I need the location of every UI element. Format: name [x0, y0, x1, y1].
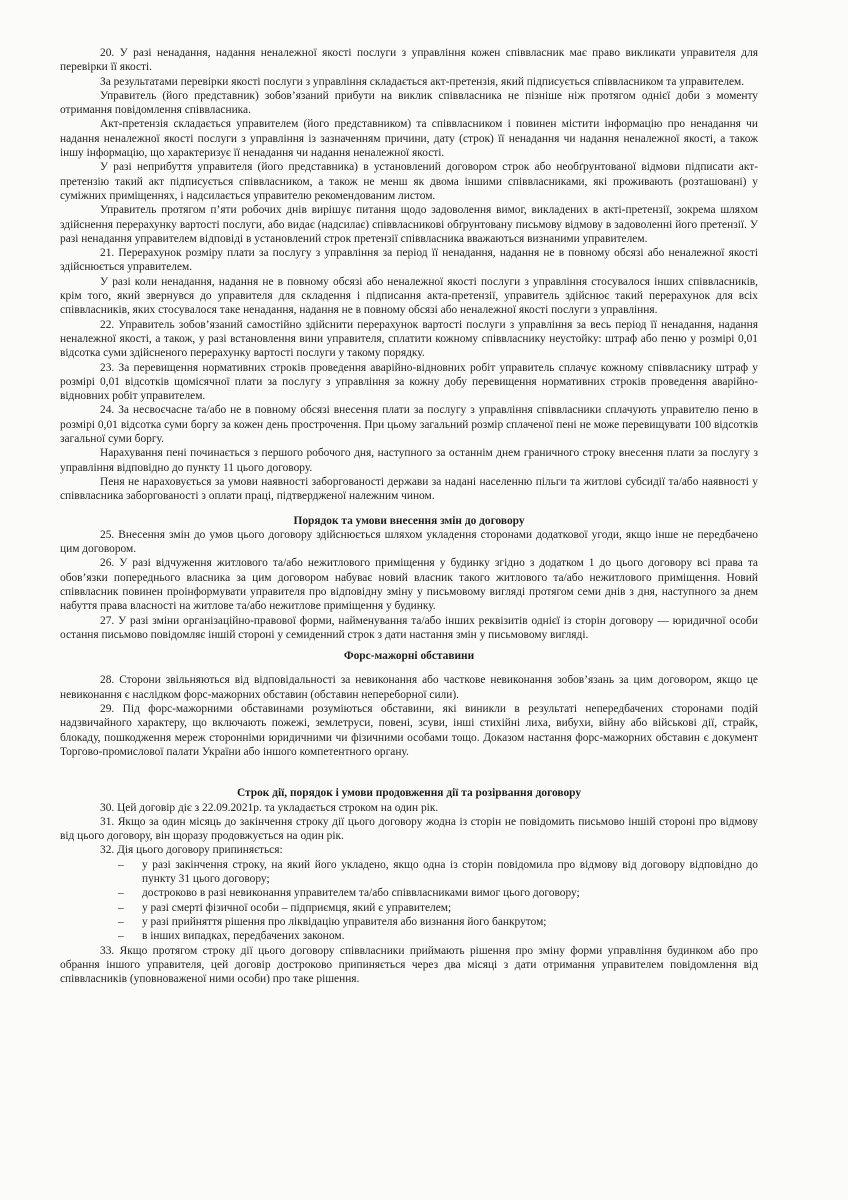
paragraph-23: 23. За перевищення нормативних строків проведення аварійно-відновних робіт управитель сплачує кожному співвласнику штраф у розмірі 0,01 відсотків щомісячної плати за послугу з управління за кожну добу перевищення нормативних строків проведення аварійно-відновних робіт управителем. — [60, 361, 758, 403]
paragraph-32: 32. Дія цього договору припиняється: — [100, 844, 283, 857]
paragraph-20: 20. У разі ненадання, надання неналежної якості послуги з управління кожен співвласник має право викликати управителя для перевірки її якості. — [60, 47, 758, 74]
paragraph-27: 27. У разі зміни організаційно-правової форми, найменування та/або інших реквізитів однієї із сторін договору — юридичної особи остання письмово повідомляє іншій стороні у семиденний строк з дати настання змін у письмовому вигляді. — [60, 614, 758, 641]
list-item — [60, 901, 758, 915]
paragraph-24-exemption: Пеня не нараховується за умови наявності заборгованості держави за надані населенню пільги та житлові субсидії та/або наявності у співвласника заборгованості з оплати праці, підтвердженої належним чином. — [60, 475, 758, 503]
paragraph-21: 21. Перерахунок розміру плати за послугу з управління за період її ненадання, надання не в повному обсязі або неналежної якості здійснюється управителем. — [60, 247, 758, 274]
list-item-text: у разі прийняття рішення про ліквідацію управителя або визнання його банкрутом; — [142, 915, 547, 928]
section-heading-force-majeure: Форс-мажорні обставини — [343, 650, 475, 663]
paragraph-25: 25. Внесення змін до умов цього договору здійснюється шляхом укладення сторонами додаткової угоди, якщо інше не передбачено цим договором. — [60, 528, 758, 556]
list-item-text: у разі смерті фізичної особи – підприємця, який є управителем; — [142, 901, 452, 914]
dash-bullet: – — [118, 901, 124, 914]
section-heading-changes: Порядок та умови внесення змін до договору — [293, 514, 525, 527]
list-item-text: достроково в разі невиконання управителем та/або співвласниками вимог цього договору; — [142, 887, 580, 900]
paragraph-31: 31. Якщо за один місяць до закінчення строку дії цього договору жодна із сторін не повідомить письмово іншій стороні про відмову від цього договору, він щоразу продовжується на один рік. — [60, 815, 758, 843]
dash-bullet: – — [118, 887, 124, 900]
paragraph-20-no-arrival: У разі неприбуття управителя (його представника) в установлений договором строк або необґрунтованої відмови підписати акт-претензію такий акт підписується співвласником, а також не менш як двома іншими співвласниками, які проживають (розташовані) у суміжних приміщеннях, і надсилається управителю рекомендованим листом. — [60, 161, 758, 202]
paragraph-29: 29. Під форс-мажорними обставинами розуміються обставини, які виникли в результаті непередбачених сторонами подій надзвичайного характеру, що включають пожежі, землетруси, повені, зсуви, інші стихійні лиха, вибухи, війну або військові дії, страйк, блокаду, пошкодження мереж сторонніми юридичними чи фізичними особами тощо. Доказом настання форс-мажорних обставин є документ Торгово-промислової палати України або іншого компетентного органу. — [60, 703, 758, 758]
paragraph-20-act-content: Акт-претензія складається управителем (його представником) та співвласником і повинен містити інформацію про ненадання чи надання неналежної якості послуги з управління із зазначенням причини, дату (строк) її ненадання чи надання неналежної якості, а також іншу інформацію, що характеризує її ненадання чи надання неналежної якості. — [60, 118, 758, 160]
paragraph-22: 22. Управитель зобов’язаний самостійно здійснити перерахунок вартості послуги з управління за весь період її ненадання, надання неналежної якості, а також, у разі встановлення вини управителя, сплатити кожному співвласнику неустойку: штраф або пеню у розмірі 0,01 відсотка суми здійсненого перерахунку вартості послуги у такому порядку. — [60, 318, 758, 360]
document-page — [60, 46, 758, 986]
list-item — [60, 915, 758, 929]
dash-bullet: – — [118, 930, 124, 943]
paragraph-20-act: За результатами перевірки якості послуги з управління складається акт-претензія, який підписується співвласником та управителем. — [100, 75, 745, 88]
list-item-text: в інших випадках, передбачених законом. — [142, 930, 345, 943]
paragraph-24-accrual: Нарахування пені починається з першого робочого дня, наступного за останнім днем граничного строку внесення плати за послугу з управління відповідно до пункту 11 цього договору. — [60, 447, 758, 474]
paragraph-33: 33. Якщо протягом строку дії цього договору співвласники приймають рішення про зміну форми управління будинком або про обрання іншого управителя, цей договір достроково припиняється через два місяці з дати отримання управителем повідомлення від співвласників (уповноваженої ними особи) про таке рішення. — [60, 944, 758, 986]
paragraph-20-arrival: Управитель (його представник) зобов’язаний прибути на виклик співвласника не пізніше ніж протягом однієї доби з моменту отримання повідомлення співвласника. — [60, 89, 758, 117]
dash-bullet: – — [118, 915, 124, 928]
paragraph-21-others: У разі коли ненадання, надання не в повному обсязі або неналежної якості послуги з управління стосувалося інших співвласників, крім того, який звернувся до управителя для складення і підписання акта-претензії, управитель здійснює такий перерахунок для всіх співвласників, яких стосувалося таке ненадання, надання не в повному обсязі або неналежної якості послуги з управління. — [60, 275, 758, 317]
list-item — [60, 929, 758, 943]
list-item-text: у разі закінчення строку, на який його укладено, якщо одна із сторін повідомила про відмову від договору відповідно до пункту 31 цього договору; — [142, 858, 758, 886]
termination-list — [60, 858, 758, 944]
list-item — [60, 858, 758, 887]
paragraph-24: 24. За несвоєчасне та/або не в повному обсязі внесення плати за послугу з управління співвласники сплачують управителю пеню в розмірі 0,01 відсотка суми боргу за кожен день прострочення. При цьому загальний розмір сплаченої пені не може перевищувати 100 відсотків загальної суми боргу. — [60, 404, 758, 446]
paragraph-26: 26. У разі відчуження житлового та/або нежитлового приміщення у будинку згідно з додатком 1 до цього договору всі права та обов’язки попереднього власника за цим договором набуває новий власник такого житлового та/або нежитлового приміщення. Новий співвласник повинен проінформувати управителя про відповідну зміну у письмовому вигляді протягом семи днів з дня, наступного за днем набуття права власності на житлове та/або нежитлове приміщення у будинку. — [60, 557, 758, 613]
section-heading-term: Строк дії, порядок і умови продовження дії та розірвання договору — [236, 787, 582, 800]
paragraph-28: 28. Сторони звільняються від відповідальності за невиконання або часткове невиконання зобов’язань за цим договором, якщо це невиконання є наслідком форс-мажорних обставин (обставин непереборної сили). — [60, 674, 758, 701]
dash-bullet: – — [118, 858, 124, 871]
paragraph-20-response: Управитель протягом п’яти робочих днів вирішує питання щодо задоволення вимог, викладених в акті-претензії, зокрема шляхом здійснення перерахунку вартості послуги, або видає (надсилає) співвласникові обґрунтовану письмову відмову в задоволенні його претензії. У разі ненадання управителем відповіді в установлений строк претензії співвласника вважаються визнаними управителем. — [60, 204, 758, 245]
paragraph-30: 30. Цей договір діє з 22.09.2021р. та укладається строком на один рік. — [100, 801, 439, 814]
list-item — [60, 886, 758, 900]
